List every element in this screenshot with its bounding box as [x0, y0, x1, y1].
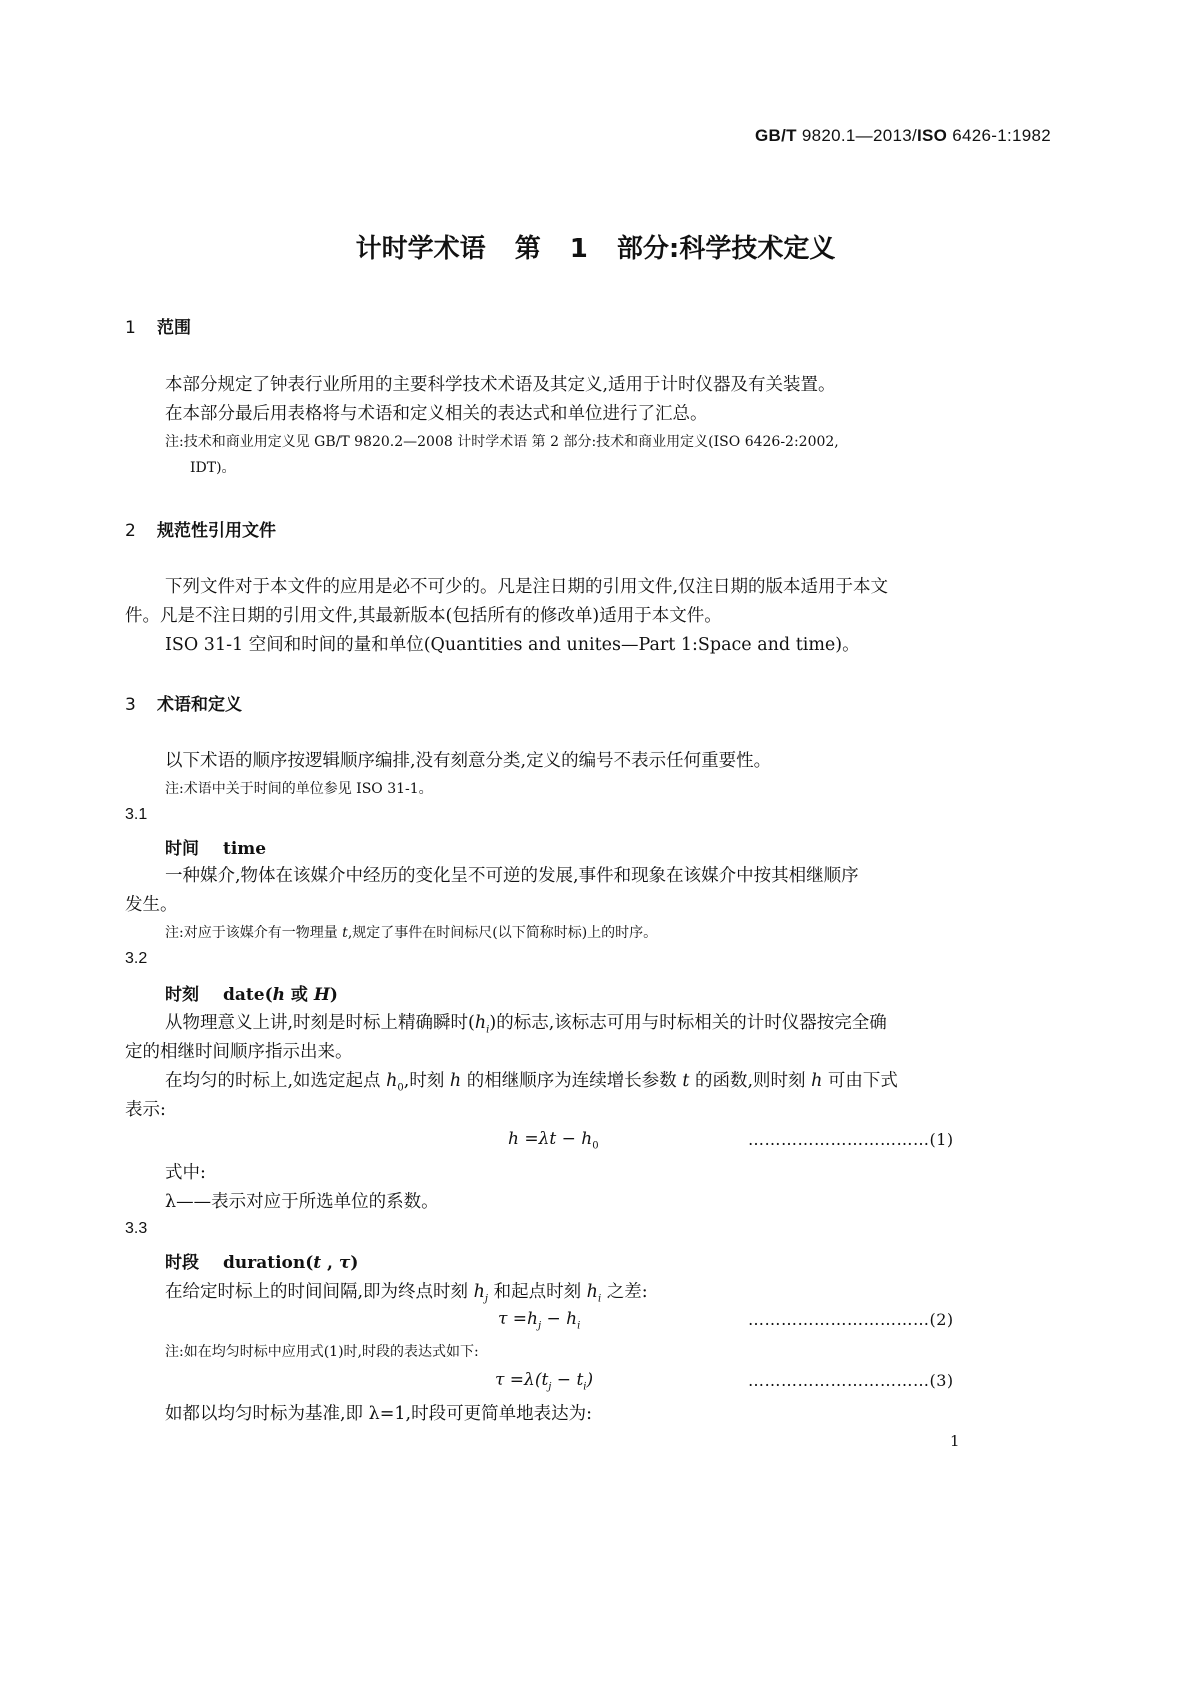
term-3-2-symbol-H: H — [313, 985, 330, 1005]
term-3-2-def2-var-h2: h — [811, 1071, 823, 1091]
term-3-2-def1-text-b: )的标志,该标志可用与时标相关的计时仪器按完全确 — [489, 1013, 887, 1033]
term-3-3-definition — [165, 1278, 648, 1305]
formula-3-number: ……………………………(3) — [748, 1371, 954, 1390]
term-3-2-lambda-definition: λ——表示对应于所选单位的系数。 — [165, 1192, 439, 1212]
term-3-3-number: 3.3 — [125, 1220, 148, 1237]
formula-1-expression: h =λt − h — [508, 1129, 593, 1149]
section-2-number: 2 — [125, 521, 136, 541]
term-3-2-title — [165, 980, 338, 1005]
section-1-number: 1 — [125, 318, 136, 338]
section-3-number: 3 — [125, 695, 136, 715]
term-3-1-title — [165, 834, 266, 859]
term-3-3-def-text-a: 在给定时标上的时间间隔,即为终点时刻 — [165, 1282, 474, 1302]
term-3-3-def-sub-j: j — [484, 1293, 489, 1305]
section-1-note-line-2: IDT)。 — [190, 460, 236, 476]
term-3-2-or: 或 — [285, 985, 314, 1005]
section-3-heading — [125, 690, 242, 715]
section-2-paragraph-1-line-2: 件。凡是不注日期的引用文件,其最新版本(包括所有的修改单)适用于本文件。 — [125, 606, 722, 626]
term-3-2-where: 式中: — [165, 1163, 206, 1183]
formula-3-part-c: ) — [586, 1370, 594, 1390]
term-3-2-def1-text-a: 从物理意义上讲,时刻是时标上精确瞬时( — [165, 1013, 475, 1033]
section-3-paragraph-1: 以下术语的顺序按逻辑顺序编排,没有刻意分类,定义的编号不表示任何重要性。 — [165, 751, 772, 771]
section-3-title: 术语和定义 — [157, 695, 242, 715]
section-1-title: 范围 — [157, 318, 191, 338]
term-3-3-symbol-tau: τ — [338, 1253, 351, 1273]
formula-1-subscript: 0 — [592, 1140, 599, 1152]
section-1-heading — [125, 313, 191, 338]
term-3-3-separator: , — [321, 1253, 339, 1273]
term-3-3-chinese: 时段 — [165, 1253, 199, 1273]
formula-3-part-b: − t — [551, 1370, 584, 1390]
formula-2-number: ……………………………(2) — [748, 1310, 954, 1329]
standard-code-iso: ISO — [917, 126, 948, 145]
section-1-paragraph-1: 本部分规定了钟表行业所用的主要科学技术术语及其定义,适用于计时仪器及有关装置。 — [165, 375, 836, 395]
term-3-2-def1-variable: h — [474, 1013, 487, 1033]
term-3-2-def2-var-h: h — [449, 1071, 462, 1091]
term-3-2-definition-2-line-2: 表示: — [125, 1100, 166, 1120]
term-3-2-def2-text-b: ,时刻 — [403, 1071, 450, 1091]
formula-2 — [498, 1309, 580, 1331]
term-3-2-chinese: 时刻 — [165, 985, 199, 1005]
term-3-2-close-paren: ) — [329, 985, 338, 1005]
term-3-2-def2-var-h0: h — [386, 1071, 398, 1091]
term-3-2-symbol-h: h — [272, 985, 285, 1005]
term-3-1-note-variable: t — [342, 925, 348, 941]
term-3-3-symbol-t: t — [313, 1253, 322, 1273]
term-3-3-def-text-c: 之差: — [601, 1282, 648, 1302]
term-3-3-title — [165, 1248, 358, 1273]
term-3-1-definition-line-2: 发生。 — [125, 895, 178, 915]
term-3-2-def2-sub-0: 0 — [397, 1082, 404, 1094]
term-3-1-number: 3.1 — [125, 806, 148, 823]
term-3-2-definition-1-line-1 — [165, 1009, 887, 1036]
section-2-heading — [125, 516, 276, 541]
term-3-3-def-sub-i: i — [597, 1293, 602, 1305]
term-3-2-def2-text-a: 在均匀的时标上,如选定起点 — [165, 1071, 387, 1091]
term-3-2-definition-1-line-2: 定的相继时间顺序指示出来。 — [125, 1042, 353, 1062]
formula-3-sub-j: j — [548, 1381, 552, 1393]
section-2-title: 规范性引用文件 — [157, 521, 276, 541]
formula-2-part-a: τ =h — [498, 1309, 539, 1329]
section-1-paragraph-2: 在本部分最后用表格将与术语和定义相关的表达式和单位进行了汇总。 — [165, 404, 708, 424]
term-3-2-def2-text-d: 的函数,则时刻 — [689, 1071, 812, 1091]
term-3-2-def2-text-e: 可由下式 — [822, 1071, 898, 1091]
formula-3-part-a: τ =λ(t — [495, 1370, 549, 1390]
formula-2-sub-j: j — [538, 1320, 542, 1332]
term-3-2-number: 3.2 — [125, 950, 148, 967]
section-1-note-line-1: 注:技术和商业用定义见 GB/T 9820.2—2008 计时学术语 第 2 部分:技术和商业用定义(ISO 6426-2:2002, — [165, 434, 839, 450]
term-3-3-last-line: 如都以均匀时标为基准,即 λ=1,时段可更简单地表达为: — [165, 1404, 592, 1424]
standard-code — [755, 126, 1051, 146]
term-3-2-def2-text-c: 的相继顺序为连续增长参数 — [461, 1071, 683, 1091]
standard-code-gbt: GB/T — [755, 126, 797, 145]
term-3-3-note: 注:如在均匀时标中应用式(1)时,时段的表达式如下: — [165, 1344, 479, 1360]
term-3-3-def-text-b: 和起点时刻 — [488, 1282, 587, 1302]
formula-2-part-b: − h — [541, 1309, 578, 1329]
formula-1-number: ……………………………(1) — [748, 1130, 954, 1149]
term-3-2-definition-2-line-1 — [165, 1067, 898, 1094]
term-3-1-note-text-a: 注:对应于该媒介有一物理量 — [165, 925, 343, 941]
term-3-1-definition-line-1: 一种媒介,物体在该媒介中经历的变化呈不可逆的发展,事件和现象在该媒介中按其相继顺序 — [165, 866, 859, 886]
formula-1 — [508, 1129, 599, 1151]
normative-reference-iso-31-1: ISO 31-1 空间和时间的量和单位(Quantities and unites—Part 1:Space and time)。 — [165, 635, 860, 655]
standard-code-number: 9820.1—2013/ — [796, 126, 917, 145]
document-title: 计时学术语 第 1 部分:科学技术定义 — [355, 234, 836, 264]
section-3-note: 注:术语中关于时间的单位参见 ISO 31-1。 — [165, 781, 433, 797]
term-3-1-note — [165, 922, 657, 942]
page-number: 1 — [950, 1432, 960, 1450]
standard-code-iso-number: 6426-1:1982 — [947, 126, 1051, 145]
formula-2-sub-i: i — [577, 1320, 581, 1332]
section-2-paragraph-1-line-1: 下列文件对于本文件的应用是必不可少的。凡是注日期的引用文件,仅注日期的版本适用于本文 — [165, 577, 889, 597]
term-3-3-def-var-hi: h — [586, 1282, 598, 1302]
formula-3-sub-i: i — [583, 1381, 587, 1393]
term-3-2-def2-var-t: t — [682, 1071, 690, 1091]
term-3-2-english: date( — [223, 985, 273, 1005]
term-3-1-english: time — [223, 839, 267, 859]
term-3-1-chinese: 时间 — [165, 839, 199, 859]
formula-3 — [495, 1370, 593, 1392]
term-3-3-def-var-hj: h — [473, 1282, 485, 1302]
term-3-3-english: duration( — [223, 1253, 314, 1273]
term-3-2-def1-subscript: i — [486, 1024, 490, 1036]
term-3-1-note-text-b: ,规定了事件在时间标尺(以下简称时标)上的时序。 — [347, 925, 658, 941]
term-3-3-close-paren: ) — [350, 1253, 359, 1273]
